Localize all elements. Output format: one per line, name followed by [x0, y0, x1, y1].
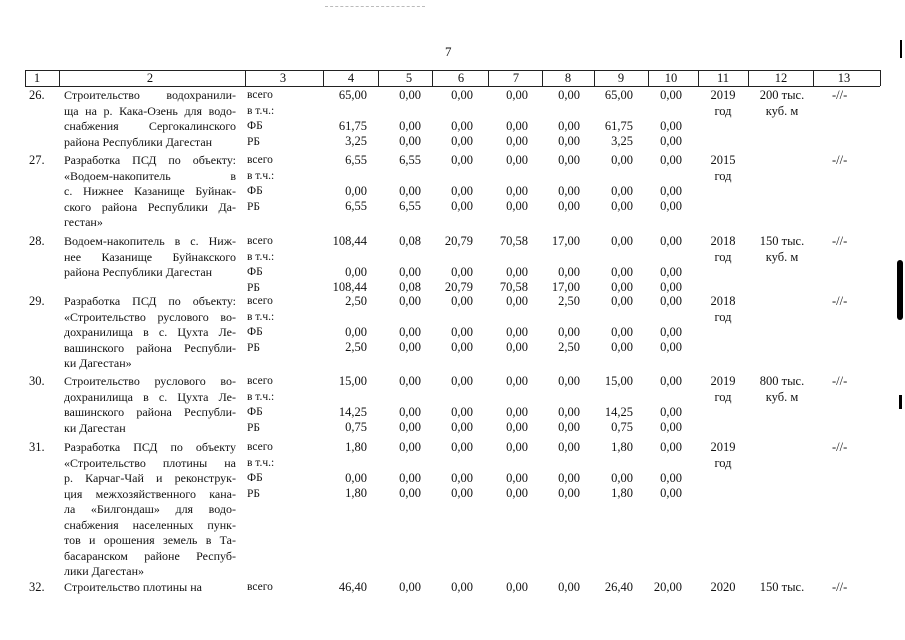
- description-line: Водоем-накопитель в с. Ниж-: [64, 234, 236, 248]
- funding-type: ФБ: [247, 472, 263, 484]
- year-line: 2019: [710, 374, 736, 388]
- funding-type: в т.ч.:: [247, 310, 275, 323]
- value-cell: 0,00: [660, 134, 682, 148]
- completion-year: [700, 234, 746, 265]
- row-description: [64, 294, 236, 372]
- value-cell: 0,00: [399, 325, 421, 339]
- value-cell: 0,00: [451, 471, 473, 485]
- funding-type-column: [247, 294, 274, 356]
- value-cell: 1,80: [345, 440, 367, 454]
- year-line: год: [714, 455, 732, 470]
- value-cell: 0,00: [399, 294, 421, 308]
- completion-year: [700, 374, 746, 405]
- value-cell: 0,00: [451, 486, 473, 500]
- funding-type: РБ: [247, 135, 260, 148]
- ditto-mark: -//-: [832, 294, 848, 308]
- header-bottom-rule: [25, 86, 880, 87]
- funding-type: всего: [247, 581, 273, 593]
- ditto-mark: -//-: [832, 440, 848, 454]
- value-cell: 6,55: [399, 153, 421, 167]
- value-cell: 15,00: [604, 374, 633, 388]
- value-cell: 0,00: [558, 199, 580, 213]
- value-cell: 0,00: [451, 153, 473, 167]
- value-cell: 0,08: [399, 280, 421, 294]
- capacity-line: куб. м: [765, 249, 799, 264]
- capacity-line: 200 тыс.: [759, 88, 805, 102]
- capacity: [750, 374, 814, 405]
- capacity-line: 150 тыс.: [759, 580, 805, 594]
- description-line: гестан»: [64, 215, 103, 229]
- description-line: снабжения Сергокалинского: [64, 119, 236, 133]
- funding-type: в т.ч.:: [247, 390, 275, 403]
- scan-margin-mark: [900, 40, 902, 58]
- year-line: 2020: [710, 580, 736, 594]
- description-line: лики Дагестан»: [64, 564, 145, 578]
- year-line: год: [714, 168, 732, 183]
- value-cell: 0,00: [660, 374, 682, 388]
- description-line: снабжения населенных пунк-: [64, 517, 236, 532]
- value-cell: 0,00: [399, 486, 421, 500]
- description-line: ща на р. Кака-Озень для водо-: [64, 103, 236, 118]
- row-number: 27.: [29, 153, 45, 167]
- value-cell: 0,00: [558, 440, 580, 454]
- description-line: ки Дагестан: [64, 420, 126, 435]
- value-cell: 108,44: [332, 280, 367, 294]
- value-cell: 70,58: [499, 280, 528, 294]
- funding-type-column: [247, 580, 273, 596]
- value-cell: 2,50: [345, 340, 367, 354]
- value-cell: 3,25: [345, 134, 367, 148]
- value-cell: 0,00: [399, 420, 421, 434]
- header-cell: 5: [405, 71, 413, 85]
- value-cell: 0,00: [660, 199, 682, 213]
- funding-type: РБ: [247, 421, 260, 434]
- funding-type: ФБ: [247, 406, 263, 418]
- value-cell: 0,00: [660, 88, 682, 102]
- row-description: [64, 580, 236, 596]
- description-line: р. Карчаг-Чай и реконструк-: [64, 471, 236, 485]
- year-line: год: [714, 309, 732, 324]
- value-cell: 0,00: [611, 280, 633, 294]
- value-cell: 0,00: [506, 420, 528, 434]
- funding-type-column: [247, 440, 274, 502]
- value-cell: 0,00: [506, 119, 528, 133]
- value-cell: 20,79: [444, 280, 473, 294]
- value-cell: 0,00: [506, 440, 528, 454]
- value-cell: 0,00: [611, 199, 633, 213]
- value-cell: 0,00: [451, 374, 473, 388]
- year-line: 2019: [710, 88, 736, 102]
- value-cell: 61,75: [604, 119, 633, 133]
- capacity-line: куб. м: [765, 103, 799, 118]
- description-line: басаранском районе Респуб-: [64, 548, 236, 563]
- value-cell: 0,00: [611, 153, 633, 167]
- ditto-mark: -//-: [832, 580, 848, 594]
- header-column-divider: [648, 70, 649, 86]
- description-line: с. Нижнее Казанище Буйнак-: [64, 184, 236, 198]
- value-cell: 0,00: [399, 265, 421, 279]
- header-column-divider: [245, 70, 246, 86]
- year-line: 2019: [710, 440, 736, 454]
- value-cell: 6,55: [345, 199, 367, 213]
- header-cell: 8: [564, 71, 572, 85]
- funding-type: ФБ: [247, 120, 263, 132]
- value-cell: 0,00: [399, 184, 421, 198]
- description-line: района Республики Дагестан: [64, 134, 213, 149]
- value-cell: 0,00: [660, 471, 682, 485]
- header-cell: 9: [617, 71, 625, 85]
- value-cell: 0,00: [506, 294, 528, 308]
- value-cell: 0,00: [506, 486, 528, 500]
- value-cell: 14,25: [604, 405, 633, 419]
- value-cell: 0,00: [506, 405, 528, 419]
- value-cell: 0,00: [451, 420, 473, 434]
- value-cell: 0,00: [451, 405, 473, 419]
- value-cell: 0,00: [399, 405, 421, 419]
- value-cell: 0,00: [399, 580, 421, 594]
- funding-type: РБ: [247, 281, 260, 294]
- value-cell: 14,25: [338, 405, 367, 419]
- header-cell: 6: [457, 71, 465, 85]
- funding-type: в т.ч.:: [247, 104, 275, 117]
- description-line: Строительство водохранили-: [64, 88, 236, 102]
- header-column-divider: [323, 70, 324, 86]
- value-cell: 0,00: [558, 184, 580, 198]
- value-cell: 2,50: [558, 340, 580, 354]
- value-cell: 46,40: [338, 580, 367, 594]
- description-line: дохранилища в с. Цухта Ле-: [64, 389, 236, 404]
- funding-type: в т.ч.:: [247, 456, 275, 469]
- value-cell: 0,00: [558, 265, 580, 279]
- value-cell: 0,00: [451, 294, 473, 308]
- year-line: 2018: [710, 294, 736, 308]
- value-cell: 0,00: [399, 471, 421, 485]
- capacity: [750, 88, 814, 119]
- row-number: 26.: [29, 88, 45, 102]
- row-description: [64, 440, 236, 580]
- value-cell: 0,00: [558, 405, 580, 419]
- value-cell: 0,00: [558, 420, 580, 434]
- value-cell: 65,00: [338, 88, 367, 102]
- capacity-line: 150 тыс.: [759, 234, 805, 248]
- description-line: ки Дагестан»: [64, 356, 132, 370]
- description-line: «Водоем-накопитель в: [64, 168, 236, 183]
- funding-type: всего: [247, 89, 273, 101]
- funding-type-column: [247, 88, 274, 150]
- value-cell: 17,00: [551, 280, 580, 294]
- value-cell: 0,00: [558, 134, 580, 148]
- funding-type: РБ: [247, 341, 260, 354]
- value-cell: 0,00: [506, 134, 528, 148]
- value-cell: 70,58: [499, 234, 528, 248]
- value-cell: 0,00: [345, 471, 367, 485]
- description-line: вашинского района Республи-: [64, 340, 236, 355]
- funding-type: всего: [247, 295, 273, 307]
- completion-year: [700, 88, 746, 119]
- value-cell: 0,00: [345, 184, 367, 198]
- value-cell: 26,40: [604, 580, 633, 594]
- header-cell: 11: [716, 71, 730, 85]
- value-cell: 15,00: [338, 374, 367, 388]
- value-cell: 2,50: [345, 294, 367, 308]
- value-cell: 65,00: [604, 88, 633, 102]
- header-column-divider: [594, 70, 595, 86]
- description-line: нее Казанище Буйнакского: [64, 249, 236, 264]
- value-cell: 0,00: [660, 119, 682, 133]
- value-cell: 17,00: [551, 234, 580, 248]
- value-cell: 6,55: [399, 199, 421, 213]
- funding-type-column: [247, 234, 274, 296]
- ditto-mark: -//-: [832, 234, 848, 248]
- value-cell: 0,00: [451, 340, 473, 354]
- value-cell: 0,00: [506, 325, 528, 339]
- header-cell: 13: [837, 71, 851, 85]
- scan-artifact: [325, 6, 425, 7]
- capacity: [750, 580, 814, 596]
- value-cell: 0,00: [660, 294, 682, 308]
- value-cell: 0,00: [451, 440, 473, 454]
- value-cell: 0,00: [506, 265, 528, 279]
- value-cell: 0,00: [506, 88, 528, 102]
- funding-type-column: [247, 374, 274, 436]
- value-cell: 0,00: [399, 88, 421, 102]
- description-line: вашинского района Республи-: [64, 405, 236, 419]
- value-cell: 0,00: [660, 325, 682, 339]
- header-cell: 10: [664, 71, 678, 85]
- ditto-mark: -//-: [832, 153, 848, 167]
- row-number: 31.: [29, 440, 45, 454]
- funding-type: всего: [247, 154, 273, 166]
- value-cell: 2,50: [558, 294, 580, 308]
- value-cell: 1,80: [611, 440, 633, 454]
- value-cell: 0,00: [506, 580, 528, 594]
- value-cell: 0,00: [506, 199, 528, 213]
- row-description: [64, 153, 236, 231]
- value-cell: 6,55: [345, 153, 367, 167]
- row-number: 32.: [29, 580, 45, 594]
- value-cell: 0,00: [345, 325, 367, 339]
- description-line: «Строительство руслового во-: [64, 309, 236, 324]
- description-line: Строительство плотины на: [64, 580, 202, 594]
- funding-type: в т.ч.:: [247, 250, 275, 263]
- completion-year: [700, 580, 746, 596]
- value-cell: 0,00: [611, 234, 633, 248]
- value-cell: 0,00: [451, 199, 473, 213]
- funding-type: ФБ: [247, 266, 263, 278]
- value-cell: 0,00: [611, 184, 633, 198]
- completion-year: [700, 153, 746, 184]
- header-column-divider: [813, 70, 814, 86]
- funding-type: всего: [247, 235, 273, 247]
- row-number: 30.: [29, 374, 45, 388]
- value-cell: 108,44: [332, 234, 367, 248]
- value-cell: 0,00: [345, 265, 367, 279]
- description-line: тов и орошения земель в Та-: [64, 533, 236, 547]
- row-number: 28.: [29, 234, 45, 248]
- value-cell: 0,00: [506, 184, 528, 198]
- page-number: 7: [445, 44, 452, 59]
- header-column-divider: [378, 70, 379, 86]
- header-cell: 7: [512, 71, 520, 85]
- value-cell: 0,00: [660, 234, 682, 248]
- value-cell: 0,00: [660, 340, 682, 354]
- header-cell: 12: [774, 71, 788, 85]
- value-cell: 0,00: [506, 340, 528, 354]
- funding-type: ФБ: [247, 185, 263, 197]
- description-line: ла «Билгондаш» для водо-: [64, 502, 236, 516]
- value-cell: 0,00: [660, 405, 682, 419]
- value-cell: 0,00: [660, 265, 682, 279]
- value-cell: 20,00: [653, 580, 682, 594]
- value-cell: 0,00: [506, 374, 528, 388]
- value-cell: 0,00: [451, 119, 473, 133]
- completion-year: [700, 294, 746, 325]
- value-cell: 0,75: [611, 420, 633, 434]
- header-cell: 3: [279, 71, 287, 85]
- value-cell: 0,00: [451, 325, 473, 339]
- value-cell: 0,00: [451, 580, 473, 594]
- header-column-divider: [542, 70, 543, 86]
- description-line: «Строительство плотины на: [64, 455, 236, 470]
- value-cell: 61,75: [338, 119, 367, 133]
- description-line: ского района Республики Да-: [64, 199, 236, 214]
- year-line: 2018: [710, 234, 736, 248]
- year-line: год: [714, 103, 732, 118]
- value-cell: 0,00: [558, 374, 580, 388]
- description-line: Разработка ПСД по объекту: [64, 440, 236, 454]
- ditto-mark: -//-: [832, 374, 848, 388]
- row-number: 29.: [29, 294, 45, 308]
- row-description: [64, 234, 236, 281]
- funding-type: всего: [247, 441, 273, 453]
- value-cell: 0,00: [399, 340, 421, 354]
- value-cell: 0,00: [660, 486, 682, 500]
- description-line: Разработка ПСД по объекту:: [64, 153, 236, 167]
- value-cell: 0,00: [399, 134, 421, 148]
- value-cell: 0,00: [660, 440, 682, 454]
- header-column-divider: [748, 70, 749, 86]
- value-cell: 20,79: [444, 234, 473, 248]
- value-cell: 0,00: [451, 184, 473, 198]
- header-cell: 4: [347, 71, 355, 85]
- scan-margin-mark: [899, 395, 902, 409]
- capacity-line: куб. м: [765, 389, 799, 404]
- value-cell: 0,00: [558, 486, 580, 500]
- value-cell: 0,00: [506, 153, 528, 167]
- value-cell: 0,00: [660, 184, 682, 198]
- value-cell: 0,00: [558, 153, 580, 167]
- description-line: Разработка ПСД по объекту:: [64, 294, 236, 308]
- description-line: дохранилища в с. Цухта Ле-: [64, 325, 236, 339]
- header-column-divider: [698, 70, 699, 86]
- value-cell: 0,00: [611, 294, 633, 308]
- value-cell: 1,80: [345, 486, 367, 500]
- value-cell: 0,00: [451, 88, 473, 102]
- value-cell: 0,00: [399, 440, 421, 454]
- value-cell: 0,00: [611, 471, 633, 485]
- value-cell: 1,80: [611, 486, 633, 500]
- value-cell: 0,75: [345, 420, 367, 434]
- description-line: ция межхозяйственного кана-: [64, 486, 236, 501]
- value-cell: 0,00: [558, 471, 580, 485]
- capacity-line: 800 тыс.: [759, 374, 805, 388]
- capacity: [750, 234, 814, 265]
- value-cell: 0,00: [558, 580, 580, 594]
- funding-type: в т.ч.:: [247, 169, 275, 182]
- funding-type: РБ: [247, 200, 260, 213]
- row-description: [64, 374, 236, 436]
- value-cell: 0,00: [611, 265, 633, 279]
- description-line: Строительство руслового во-: [64, 374, 236, 388]
- header-cell: 2: [146, 71, 154, 85]
- year-line: 2015: [710, 153, 736, 167]
- year-line: год: [714, 389, 732, 404]
- value-cell: 0,00: [558, 88, 580, 102]
- header-cell: 1: [33, 71, 41, 85]
- value-cell: 0,08: [399, 234, 421, 248]
- funding-type: ФБ: [247, 326, 263, 338]
- row-description: [64, 88, 236, 150]
- header-column-divider: [432, 70, 433, 86]
- funding-type-column: [247, 153, 274, 215]
- value-cell: 0,00: [451, 265, 473, 279]
- value-cell: 0,00: [558, 325, 580, 339]
- value-cell: 0,00: [506, 471, 528, 485]
- value-cell: 0,00: [660, 280, 682, 294]
- funding-type: РБ: [247, 487, 260, 500]
- value-cell: 0,00: [558, 119, 580, 133]
- ditto-mark: -//-: [832, 88, 848, 102]
- value-cell: 0,00: [451, 134, 473, 148]
- completion-year: [700, 440, 746, 471]
- header-column-divider: [880, 70, 881, 86]
- value-cell: 0,00: [611, 340, 633, 354]
- value-cell: 0,00: [660, 420, 682, 434]
- header-column-divider: [488, 70, 489, 86]
- funding-type: всего: [247, 375, 273, 387]
- value-cell: 0,00: [399, 119, 421, 133]
- value-cell: 0,00: [611, 325, 633, 339]
- value-cell: 0,00: [660, 153, 682, 167]
- scan-margin-mark: [897, 260, 903, 320]
- year-line: год: [714, 249, 732, 264]
- header-column-divider: [59, 70, 60, 86]
- value-cell: 3,25: [611, 134, 633, 148]
- value-cell: 0,00: [399, 374, 421, 388]
- description-line: района Республики Дагестан: [64, 265, 213, 279]
